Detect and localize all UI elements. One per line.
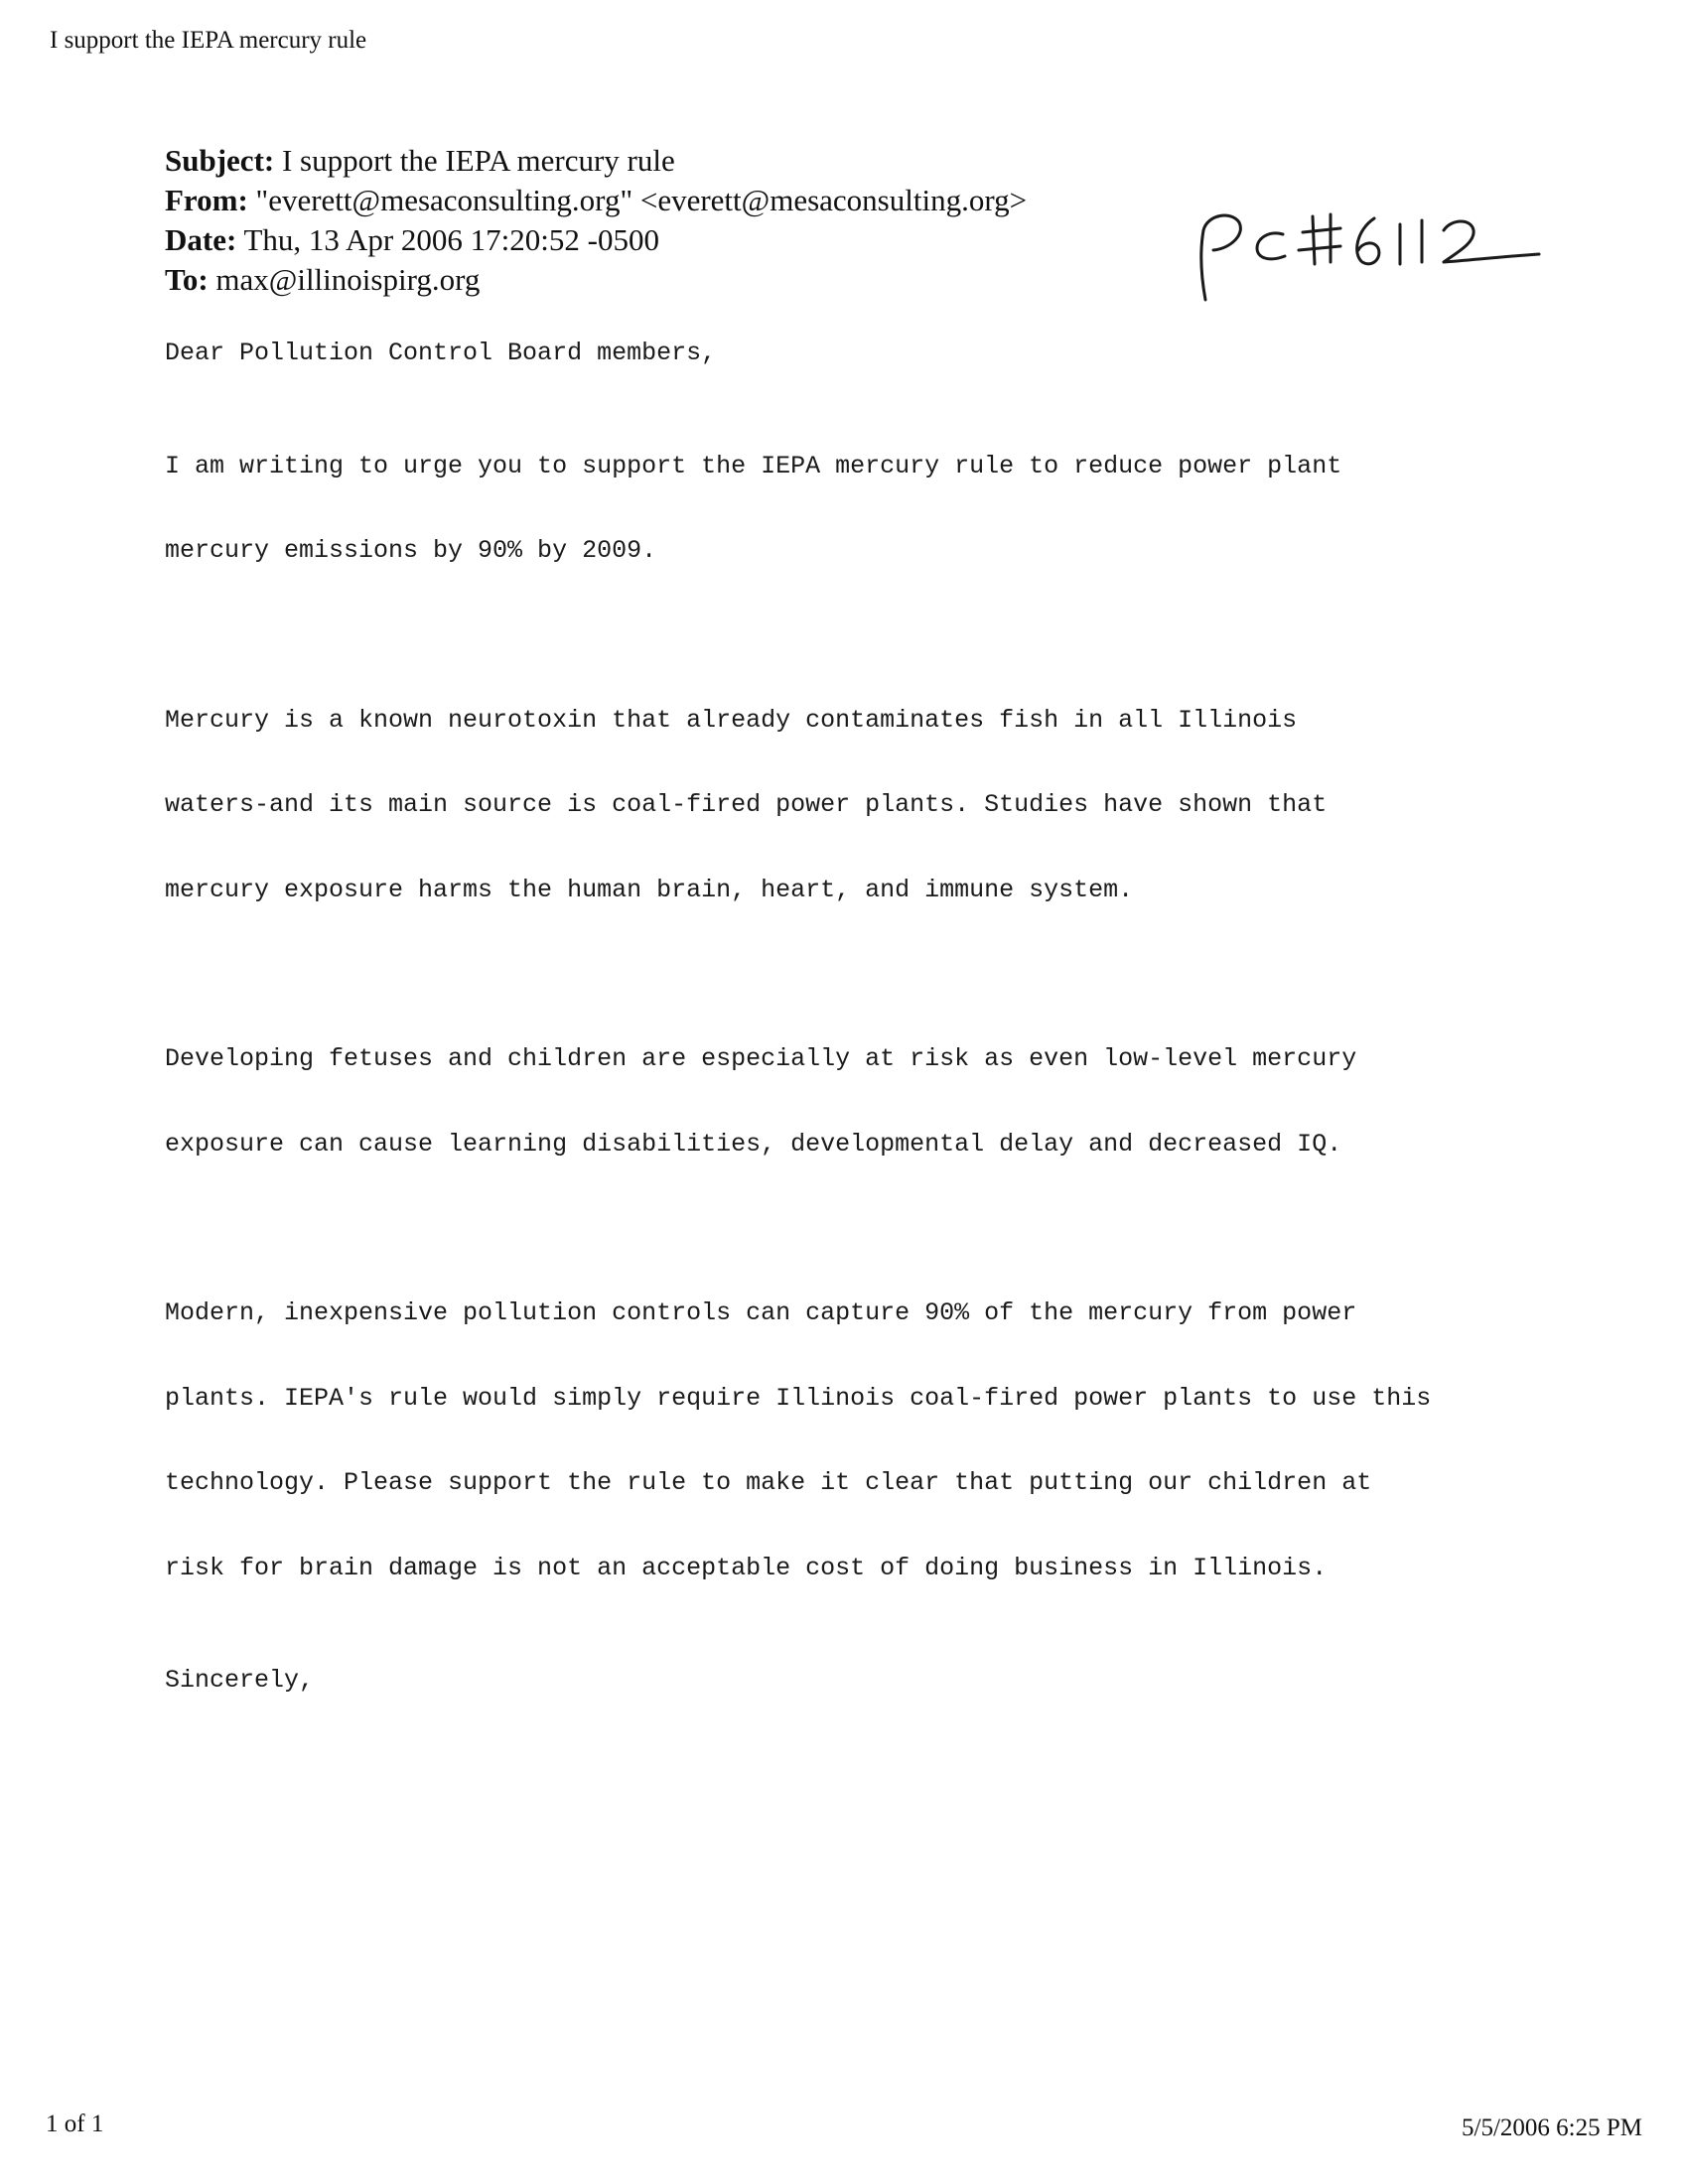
from-value: "everett@mesaconsulting.org" <everett@mesaconsulting.org> [255,183,1028,217]
body-paragraph-3 [165,989,1535,1215]
body-line: Developing fetuses and children are especially at risk as even low-level mercury [165,1044,1357,1073]
handwritten-stamp [1192,208,1549,318]
body-paragraph-2 [165,650,1535,962]
to-row [165,260,1027,300]
from-label: From: [165,183,248,217]
date-label: Date: [165,222,237,257]
to-label: To: [165,262,209,297]
body-line: technology. Please support the rule to make it clear that putting our children at [165,1468,1372,1497]
subject-label: Subject: [165,143,275,178]
body-line: mercury emissions by 90% by 2009. [165,536,657,565]
body-line: I am writing to urge you to support the IEPA mercury rule to reduce power plant [165,451,1342,480]
email-body [165,340,1535,1723]
page-header-title: I support the IEPA mercury rule [50,27,367,54]
subject-row [165,141,1027,181]
body-line: risk for brain damage is not an acceptable cost of doing business in Illinois. [165,1553,1328,1582]
email-header-block [165,141,1027,300]
greeting: Dear Pollution Control Board members, [165,339,717,367]
subject-value: I support the IEPA mercury rule [281,143,675,178]
closing: Sincerely, [165,1666,315,1695]
body-paragraph-4 [165,1243,1535,1639]
body-line: mercury exposure harms the human brain, heart, and immune system. [165,875,1134,904]
date-value: Thu, 13 Apr 2006 17:20:52 -0500 [243,222,659,257]
date-row [165,220,1027,260]
printed-timestamp: 5/5/2006 6:25 PM [1462,2115,1642,2141]
body-paragraph-1 [165,396,1535,622]
body-line: waters-and its main source is coal-fired power plants. Studies have shown that [165,790,1328,819]
to-value: max@illinoispirg.org [215,262,481,297]
from-row [165,181,1027,220]
body-line: Modern, inexpensive pollution controls can capture 90% of the mercury from power [165,1298,1357,1327]
page-number: 1 of 1 [46,2111,104,2137]
body-line: exposure can cause learning disabilities, developmental delay and decreased IQ. [165,1129,1342,1159]
body-line: Mercury is a known neurotoxin that already contaminates fish in all Illinois [165,705,1298,735]
body-line: plants. IEPA's rule would simply require Illinois coal-fired power plants to use this [165,1383,1432,1413]
